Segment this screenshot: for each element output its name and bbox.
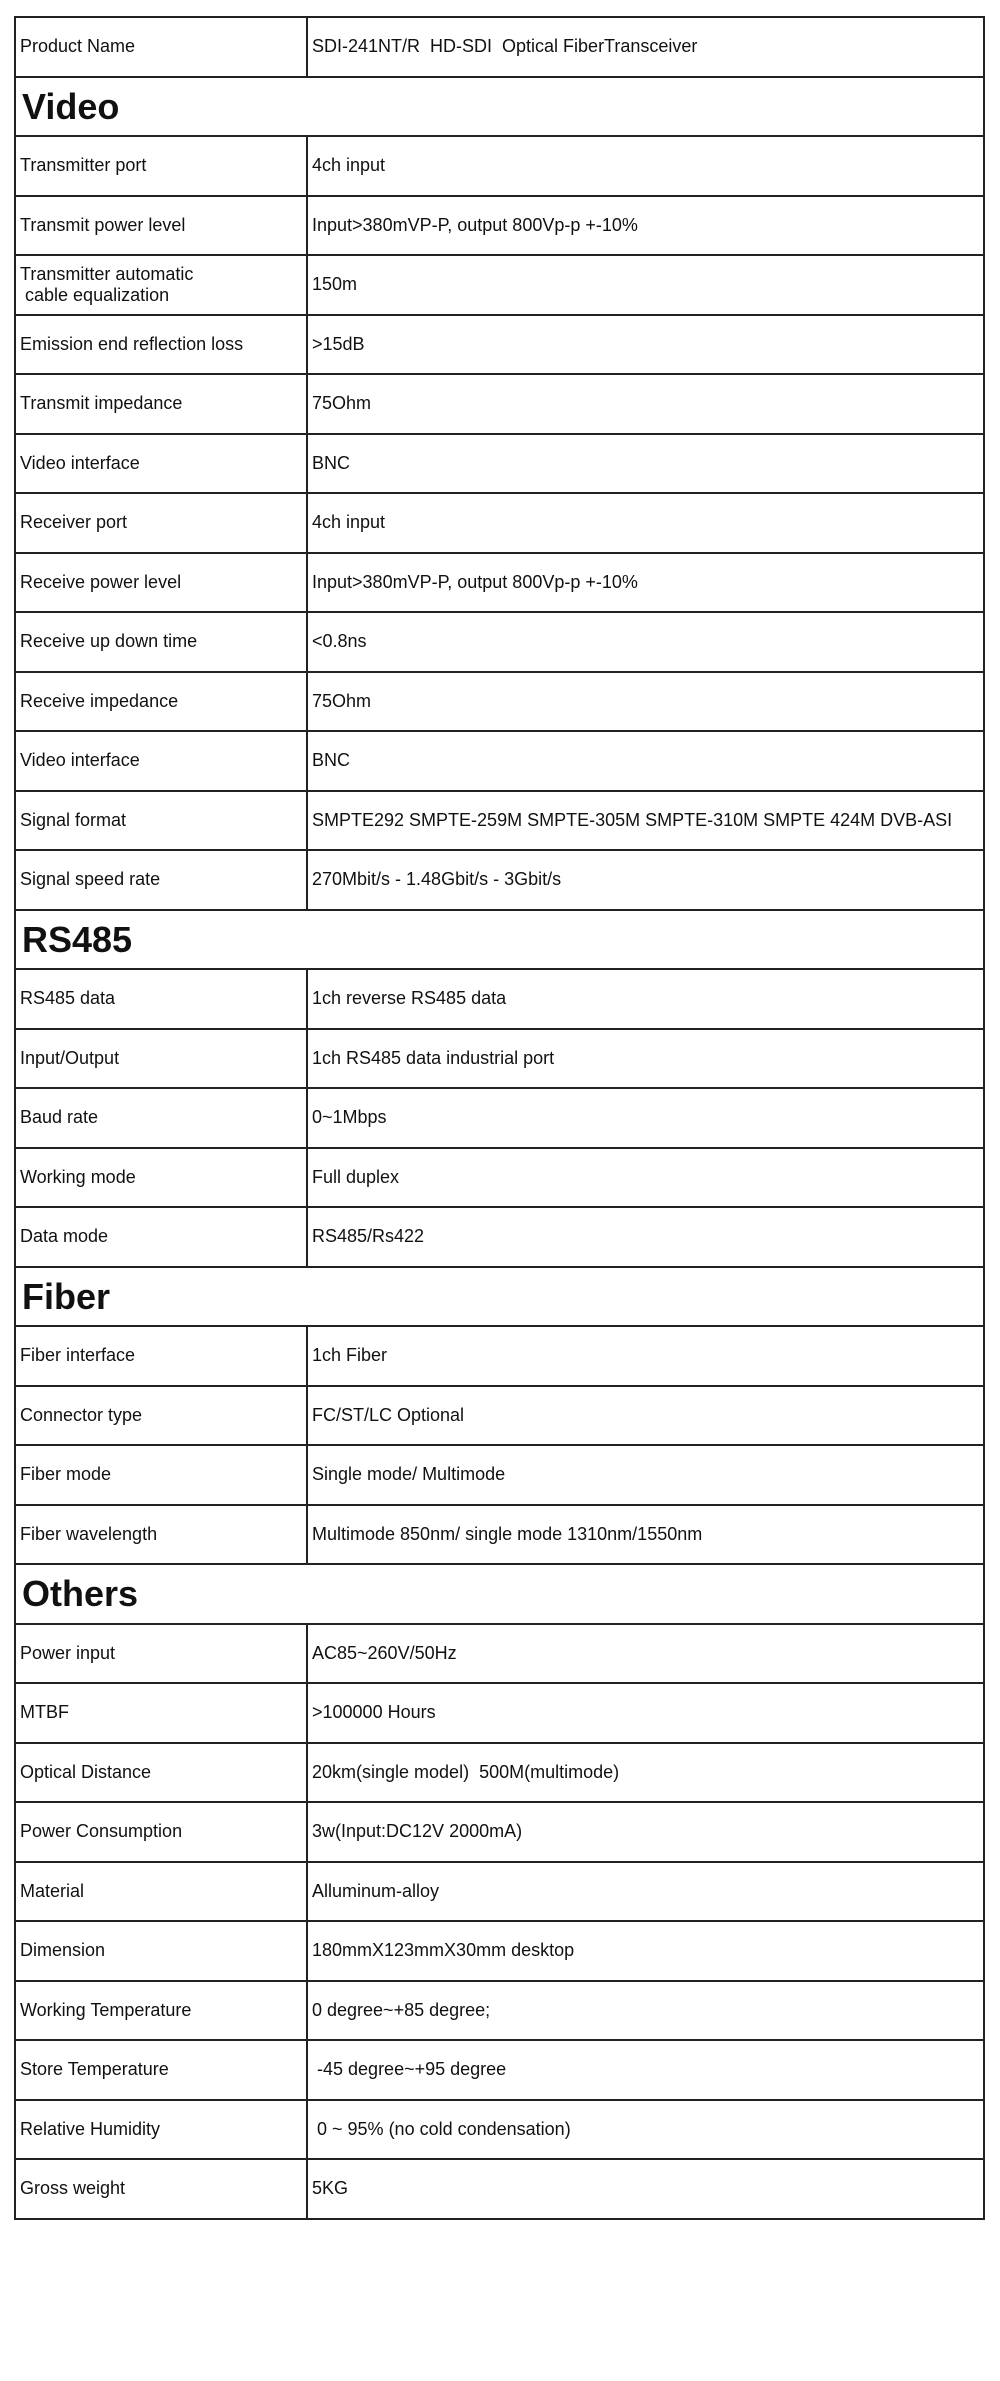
- spec-row: [15, 672, 984, 732]
- section-header-row: [15, 77, 984, 137]
- row-label: Product Name: [15, 17, 307, 77]
- section-title: Others: [15, 1564, 984, 1624]
- spec-row: [15, 1862, 984, 1922]
- spec-row: [15, 1029, 984, 1089]
- row-value: SDI-241NT/R HD-SDI Optical FiberTransceiver: [307, 17, 984, 77]
- row-label: Optical Distance: [15, 1743, 307, 1803]
- row-label: Transmit impedance: [15, 374, 307, 434]
- row-label: Video interface: [15, 731, 307, 791]
- row-label: Store Temperature: [15, 2040, 307, 2100]
- row-label: Transmitter automatic cable equalization: [15, 255, 307, 315]
- row-label: Receive up down time: [15, 612, 307, 672]
- spec-row: [15, 731, 984, 791]
- row-value: BNC: [307, 434, 984, 494]
- row-label: Fiber wavelength: [15, 1505, 307, 1565]
- section-title: Video: [15, 77, 984, 137]
- row-value: Single mode/ Multimode: [307, 1445, 984, 1505]
- spec-row: [15, 2100, 984, 2160]
- row-value: 4ch input: [307, 493, 984, 553]
- row-value: 75Ohm: [307, 374, 984, 434]
- spec-row: [15, 1505, 984, 1565]
- row-label: Dimension: [15, 1921, 307, 1981]
- spec-row: [15, 791, 984, 851]
- row-label: Power input: [15, 1624, 307, 1684]
- row-value: 150m: [307, 255, 984, 315]
- spec-row: [15, 1683, 984, 1743]
- spec-row: [15, 255, 984, 315]
- row-label: Signal format: [15, 791, 307, 851]
- spec-row: [15, 1802, 984, 1862]
- row-value: 5KG: [307, 2159, 984, 2219]
- row-value: >100000 Hours: [307, 1683, 984, 1743]
- spec-row: [15, 612, 984, 672]
- spec-row: [15, 1743, 984, 1803]
- row-value: 1ch reverse RS485 data: [307, 969, 984, 1029]
- spec-row: [15, 1981, 984, 2041]
- row-value: <0.8ns: [307, 612, 984, 672]
- spec-row: [15, 434, 984, 494]
- row-value: -45 degree~+95 degree: [307, 2040, 984, 2100]
- row-label: Working Temperature: [15, 1981, 307, 2041]
- spec-row: [15, 850, 984, 910]
- row-value: 1ch RS485 data industrial port: [307, 1029, 984, 1089]
- spec-row: [15, 1386, 984, 1446]
- row-label: Receive power level: [15, 553, 307, 613]
- row-label: Data mode: [15, 1207, 307, 1267]
- row-value: Multimode 850nm/ single mode 1310nm/1550nm: [307, 1505, 984, 1565]
- row-label: Baud rate: [15, 1088, 307, 1148]
- row-label: Fiber interface: [15, 1326, 307, 1386]
- row-label: Video interface: [15, 434, 307, 494]
- row-label: Transmitter port: [15, 136, 307, 196]
- row-label: Connector type: [15, 1386, 307, 1446]
- row-label: Receiver port: [15, 493, 307, 553]
- row-value: Full duplex: [307, 1148, 984, 1208]
- row-value: FC/ST/LC Optional: [307, 1386, 984, 1446]
- row-value: SMPTE292 SMPTE-259M SMPTE-305M SMPTE-310M SMPTE 424M DVB-ASI: [307, 791, 984, 851]
- row-label: Signal speed rate: [15, 850, 307, 910]
- spec-row: [15, 969, 984, 1029]
- spec-table: [14, 16, 985, 2220]
- spec-row: [15, 1445, 984, 1505]
- row-label: Power Consumption: [15, 1802, 307, 1862]
- section-header-row: [15, 1267, 984, 1327]
- row-label: RS485 data: [15, 969, 307, 1029]
- row-value: 3w(Input:DC12V 2000mA): [307, 1802, 984, 1862]
- row-value: 180mmX123mmX30mm desktop: [307, 1921, 984, 1981]
- section-title: Fiber: [15, 1267, 984, 1327]
- section-header-row: [15, 910, 984, 970]
- row-value: 0 ~ 95% (no cold condensation): [307, 2100, 984, 2160]
- spec-row: [15, 374, 984, 434]
- row-value: 4ch input: [307, 136, 984, 196]
- row-label: Working mode: [15, 1148, 307, 1208]
- row-value: Alluminum-alloy: [307, 1862, 984, 1922]
- row-label: Input/Output: [15, 1029, 307, 1089]
- spec-row: [15, 1326, 984, 1386]
- row-label: Fiber mode: [15, 1445, 307, 1505]
- row-value: BNC: [307, 731, 984, 791]
- row-label: Emission end reflection loss: [15, 315, 307, 375]
- spec-table-body: [15, 17, 984, 2219]
- row-value: AC85~260V/50Hz: [307, 1624, 984, 1684]
- row-value: 75Ohm: [307, 672, 984, 732]
- row-value: Input>380mVP-P, output 800Vp-p +-10%: [307, 196, 984, 256]
- spec-row: [15, 1921, 984, 1981]
- spec-row: [15, 1624, 984, 1684]
- section-title: RS485: [15, 910, 984, 970]
- row-value: RS485/Rs422: [307, 1207, 984, 1267]
- spec-row: [15, 1207, 984, 1267]
- spec-row: [15, 1088, 984, 1148]
- spec-row: [15, 2159, 984, 2219]
- product-row: [15, 17, 984, 77]
- row-label: Gross weight: [15, 2159, 307, 2219]
- row-label: MTBF: [15, 1683, 307, 1743]
- spec-row: [15, 493, 984, 553]
- row-label: Relative Humidity: [15, 2100, 307, 2160]
- row-value: 20km(single model) 500M(multimode): [307, 1743, 984, 1803]
- row-label: Material: [15, 1862, 307, 1922]
- spec-row: [15, 196, 984, 256]
- row-value: 270Mbit/s - 1.48Gbit/s - 3Gbit/s: [307, 850, 984, 910]
- spec-row: [15, 2040, 984, 2100]
- row-value: 0 degree~+85 degree;: [307, 1981, 984, 2041]
- row-value: Input>380mVP-P, output 800Vp-p +-10%: [307, 553, 984, 613]
- row-label: Transmit power level: [15, 196, 307, 256]
- spec-row: [15, 553, 984, 613]
- row-label: Receive impedance: [15, 672, 307, 732]
- section-header-row: [15, 1564, 984, 1624]
- spec-row: [15, 136, 984, 196]
- row-value: 1ch Fiber: [307, 1326, 984, 1386]
- row-value: 0~1Mbps: [307, 1088, 984, 1148]
- spec-row: [15, 1148, 984, 1208]
- row-value: >15dB: [307, 315, 984, 375]
- spec-row: [15, 315, 984, 375]
